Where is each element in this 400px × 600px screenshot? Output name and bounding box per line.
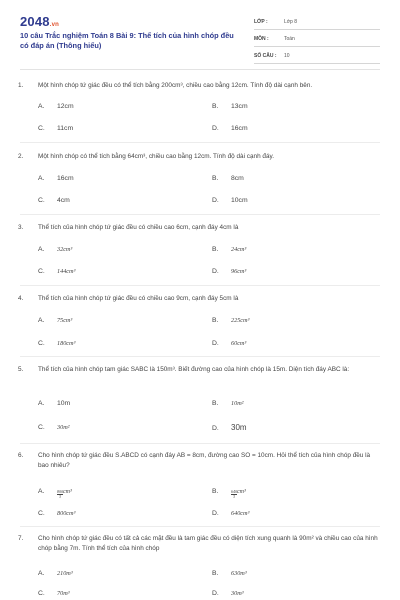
question-number: 4. xyxy=(18,295,24,302)
option-value: 800cm³ xyxy=(57,510,76,517)
option-b[interactable] xyxy=(212,399,244,409)
option-letter: B. xyxy=(212,103,219,110)
fraction-denominator: 3 xyxy=(233,494,235,499)
option-letter: A. xyxy=(38,400,45,407)
option-value: 75cm³ xyxy=(57,317,73,324)
option-letter: B. xyxy=(212,488,219,495)
question-divider xyxy=(20,214,380,215)
question-line xyxy=(18,152,382,162)
option-a[interactable] xyxy=(38,316,72,326)
question-line xyxy=(18,534,382,554)
brand-suffix: .vn xyxy=(49,22,60,28)
option-value: 30m³ xyxy=(231,590,244,597)
option-letter: C. xyxy=(38,197,45,204)
question-text: Cho hình chóp tứ giác đều S.ABCD có cạnh đáy AB = 8cm, đường cao SO = 10cm. Hỏi thể tích của hình chóp đều là bao nhiêu? xyxy=(38,452,371,469)
option-b[interactable] xyxy=(212,487,246,499)
question-6 xyxy=(18,451,382,471)
option-letter: D. xyxy=(212,425,219,432)
question-text: Một hình chóp tứ giác đều có thể tích bằng 200cm³, chiều cao bằng 12cm. Tính độ dài cạnh bên. xyxy=(38,82,313,89)
option-letter: C. xyxy=(38,590,45,597)
option-value: 24cm³ xyxy=(231,246,247,253)
option-letter: A. xyxy=(38,488,45,495)
question-4 xyxy=(18,294,382,304)
option-letter: A. xyxy=(38,570,45,577)
meta-class-row xyxy=(254,15,380,30)
option-letter: D. xyxy=(212,125,219,132)
option-a[interactable] xyxy=(38,487,72,499)
count-label: SỐ CÂU : xyxy=(254,53,277,59)
option-letter: A. xyxy=(38,246,45,253)
fraction-numerator: 800 xyxy=(57,489,63,494)
question-text: Cho hình chóp tứ giác đều có tất cả các mặt đều là tam giác đều có diện tích xung quanh là 90m² và chiều cao của hình chóp bằng 7m. Tính thể tích của hình chóp xyxy=(38,535,378,552)
brand-name: 2048 xyxy=(20,14,50,29)
fraction-numerator: 640 xyxy=(231,489,237,494)
option-unit: cm³ xyxy=(237,489,246,495)
header-divider xyxy=(20,69,380,70)
option-value: 11cm xyxy=(57,125,74,132)
question-divider xyxy=(20,142,380,143)
option-letter: C. xyxy=(38,510,45,517)
question-line xyxy=(18,365,382,375)
page-title: 10 câu Trắc nghiệm Toán 8 Bài 9: Thể tích của hình chóp đều có đáp án (Thông hiểu) xyxy=(20,31,234,50)
option-letter: A. xyxy=(38,317,45,324)
option-b[interactable] xyxy=(212,569,247,579)
option-value: 16cm xyxy=(231,125,248,132)
option-letter: B. xyxy=(212,246,219,253)
subject-label: MÔN : xyxy=(254,36,269,42)
option-b[interactable] xyxy=(212,316,249,326)
option-letter: D. xyxy=(212,510,219,517)
option-value: 630m³ xyxy=(231,570,247,577)
option-letter: B. xyxy=(212,400,219,407)
question-number: 3. xyxy=(18,224,24,231)
question-divider xyxy=(20,443,380,444)
question-text: Thể tích của hình chóp tứ giác đều có chiều cao 9cm, cạnh đáy 5cm là xyxy=(38,295,239,302)
option-letter: C. xyxy=(38,340,45,347)
option-letter: C. xyxy=(38,424,45,431)
option-value: 8cm xyxy=(231,175,244,182)
option-value: 144cm³ xyxy=(57,268,76,275)
question-divider xyxy=(20,285,380,286)
option-a[interactable] xyxy=(38,245,72,255)
option-letter: C. xyxy=(38,125,45,132)
option-c[interactable] xyxy=(38,267,75,277)
option-value: 60cm³ xyxy=(231,340,247,347)
question-divider xyxy=(20,356,380,357)
subject-value: Toán xyxy=(284,36,295,42)
option-value: 70m³ xyxy=(57,590,70,597)
option-unit: cm³ xyxy=(63,489,72,495)
class-label: LỚP : xyxy=(254,19,268,25)
option-a[interactable] xyxy=(38,399,70,409)
option-d[interactable] xyxy=(212,196,248,206)
option-value: 10cm xyxy=(231,197,248,204)
question-line xyxy=(18,451,382,471)
option-value: 210m³ xyxy=(57,570,73,577)
option-c[interactable] xyxy=(38,339,75,349)
option-value: 13cm xyxy=(231,103,248,110)
question-number: 2. xyxy=(18,153,24,160)
question-text: Thể tích của hình chóp tứ giác đều có chiều cao 6cm, cạnh đáy 4cm là xyxy=(38,224,239,231)
option-value: 32cm³ xyxy=(57,246,73,253)
option-letter: A. xyxy=(38,175,45,182)
question-2 xyxy=(18,152,382,162)
option-letter: D. xyxy=(212,197,219,204)
option-b[interactable] xyxy=(212,245,246,255)
question-text: Thể tích của hình chóp tam giác SABC là 150m³. Biết đường cao của hình chóp là 15m. Diện tích đáy ABC là: xyxy=(38,366,350,373)
question-1 xyxy=(18,81,382,91)
meta-subject-row xyxy=(254,32,380,47)
option-letter: B. xyxy=(212,317,219,324)
option-letter: D. xyxy=(212,590,219,597)
brand-logo[interactable] xyxy=(20,14,59,29)
option-b[interactable] xyxy=(212,102,248,112)
question-line xyxy=(18,294,382,304)
option-value: 12cm xyxy=(57,103,74,110)
option-value: 30m xyxy=(231,423,247,432)
option-value: 4cm xyxy=(57,197,70,204)
question-divider xyxy=(20,526,380,527)
option-d[interactable] xyxy=(212,267,246,277)
option-value: 16cm xyxy=(57,175,74,182)
option-value: 30m² xyxy=(57,424,70,431)
option-d[interactable] xyxy=(212,339,246,349)
option-c[interactable] xyxy=(38,589,70,599)
question-number: 6. xyxy=(18,452,24,459)
option-c[interactable] xyxy=(38,196,70,206)
option-d[interactable] xyxy=(212,509,249,519)
option-a[interactable] xyxy=(38,569,73,579)
option-d[interactable] xyxy=(212,589,244,599)
question-7 xyxy=(18,534,382,554)
option-letter: A. xyxy=(38,103,45,110)
question-line xyxy=(18,223,382,233)
option-value: 10m² xyxy=(231,400,244,407)
option-a[interactable] xyxy=(38,102,74,112)
option-letter: C. xyxy=(38,268,45,275)
option-letter: D. xyxy=(212,268,219,275)
option-d[interactable] xyxy=(212,124,248,134)
question-number: 5. xyxy=(18,366,24,373)
count-value: 10 xyxy=(284,53,290,59)
meta-count-row xyxy=(254,49,380,64)
question-text: Một hình chóp có thể tích bằng 64cm³, chiều cao bằng 12cm. Tính độ dài cạnh đáy. xyxy=(38,153,275,160)
question-5 xyxy=(18,365,382,375)
option-letter: B. xyxy=(212,570,219,577)
option-value: 640cm³ xyxy=(231,510,250,517)
option-d[interactable] xyxy=(212,423,247,434)
class-value: Lớp 8 xyxy=(284,19,298,25)
option-c[interactable] xyxy=(38,124,73,134)
option-b[interactable] xyxy=(212,174,244,184)
option-letter: D. xyxy=(212,340,219,347)
fraction-denominator: 3 xyxy=(59,494,61,499)
option-value: 225cm³ xyxy=(231,317,250,324)
question-number: 1. xyxy=(18,82,24,89)
option-letter: B. xyxy=(212,175,219,182)
option-value: 96cm³ xyxy=(231,268,247,275)
question-3 xyxy=(18,223,382,233)
option-value: 10m xyxy=(57,400,71,407)
header xyxy=(0,0,400,58)
meta-panel xyxy=(254,15,380,66)
question-line xyxy=(18,81,382,91)
option-value: 180cm³ xyxy=(57,340,76,347)
option-c[interactable] xyxy=(38,509,75,519)
question-number: 7. xyxy=(18,535,24,542)
option-a[interactable] xyxy=(38,174,74,184)
option-c[interactable] xyxy=(38,423,70,433)
